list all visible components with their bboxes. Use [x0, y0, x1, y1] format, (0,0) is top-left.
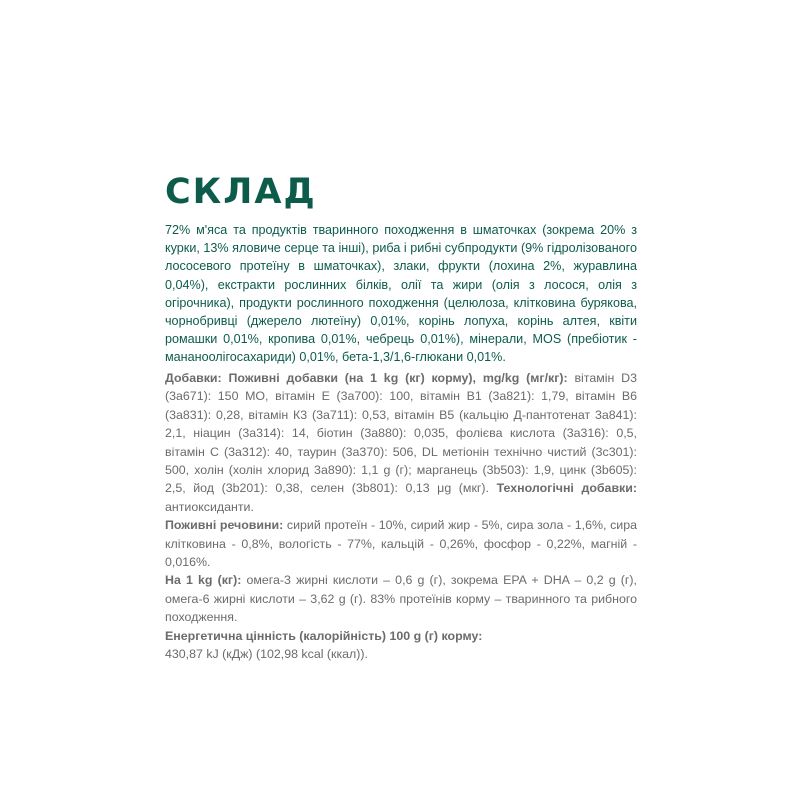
tech-additives-text: антиоксиданти. — [165, 499, 254, 514]
energy-label: Енергетична цінність (калорійність) 100 g (г) корму: — [165, 628, 483, 643]
details-section — [165, 369, 637, 664]
page-title: СКЛАД — [165, 172, 317, 212]
energy-paragraph — [165, 627, 637, 664]
energy-text: 430,87 kJ (кДж) (102,98 kcal (ккал)). — [165, 647, 368, 662]
nutrients-label: Поживні речовини: — [165, 518, 284, 533]
additives-paragraph — [165, 369, 637, 516]
composition-text: 72% м'яса та продуктів тваринного походження в шматочках (зокрема 20% з курки, 13% яловиче серце та інші), риба і рибні субпродукти (9% гідролізованого лососевого протеїну в шматочках), злаки, фрукти (лохина 2%, журавлина 0,04%), екстракти рослинних білків, олії та жири (олія з лосося, олія з огірочника), продукти рослинного походження (целюлоза, клітковина бурякова, чорнобривці (джерело лютеїну) 0,01%, корінь лопуха, корінь алтея, квіти ромашки 0,01%, кропива 0,01%, чебрець 0,01%), мінерали, MOS (пребіотик - мананоолігосахариди) 0,01%, бета-1,3/1,6-глюкани 0,01%. — [165, 223, 637, 365]
nutrients-paragraph — [165, 516, 637, 571]
nutrients-text: сирий протеїн - 10%, сирий жир - 5%, сира зола - 1,6%, сира клітковина - 0,8%, вологість - 77%, кальцій - 0,26%, фосфор - 0,22%, магній - 0,016%. — [165, 518, 637, 570]
additives-text: вітамін D3 (3a671): 150 МО, вітамін Е (3a700): 100, вітамін B1 (3a821): 1,79, вітамін B6 (3a831): 0,28, вітамін К3 (3a711): 0,53, вітамін B5 (кальцію Д-пантотенат 3a841): 2,1, ніацин (3a314): 14, біотин (3a880): 0,035, фолієва кислота (3a316): 0,5, вітамін С (3a312): 40, таурин (3a370): 506, DL метіонін технічно чистий (3c301): 500, холін (холін хлорид 3a890): 1,1 g (г); марганець (3b503): 1,9, цинк (3b605): 2,5, йод (3b201): 0,38, селен (3b801): 0,13 μg (мкг). — [165, 371, 637, 496]
per-kg-text: омега-3 жирні кислоти – 0,6 g (г), зокрема EPA + DHA – 0,2 g (г), омега-6 жирні кислоти – 3,62 g (г). 83% протеїнів корму – тваринного та рибного походження. — [165, 573, 637, 625]
per-kg-paragraph — [165, 571, 637, 626]
per-kg-label: На 1 kg (кг): — [165, 573, 242, 588]
tech-additives-label: Технологічні добавки: — [496, 481, 638, 496]
additives-label: Добавки: Поживні добавки (на 1 kg (кг) корму), mg/kg (мг/кг): — [165, 371, 568, 385]
